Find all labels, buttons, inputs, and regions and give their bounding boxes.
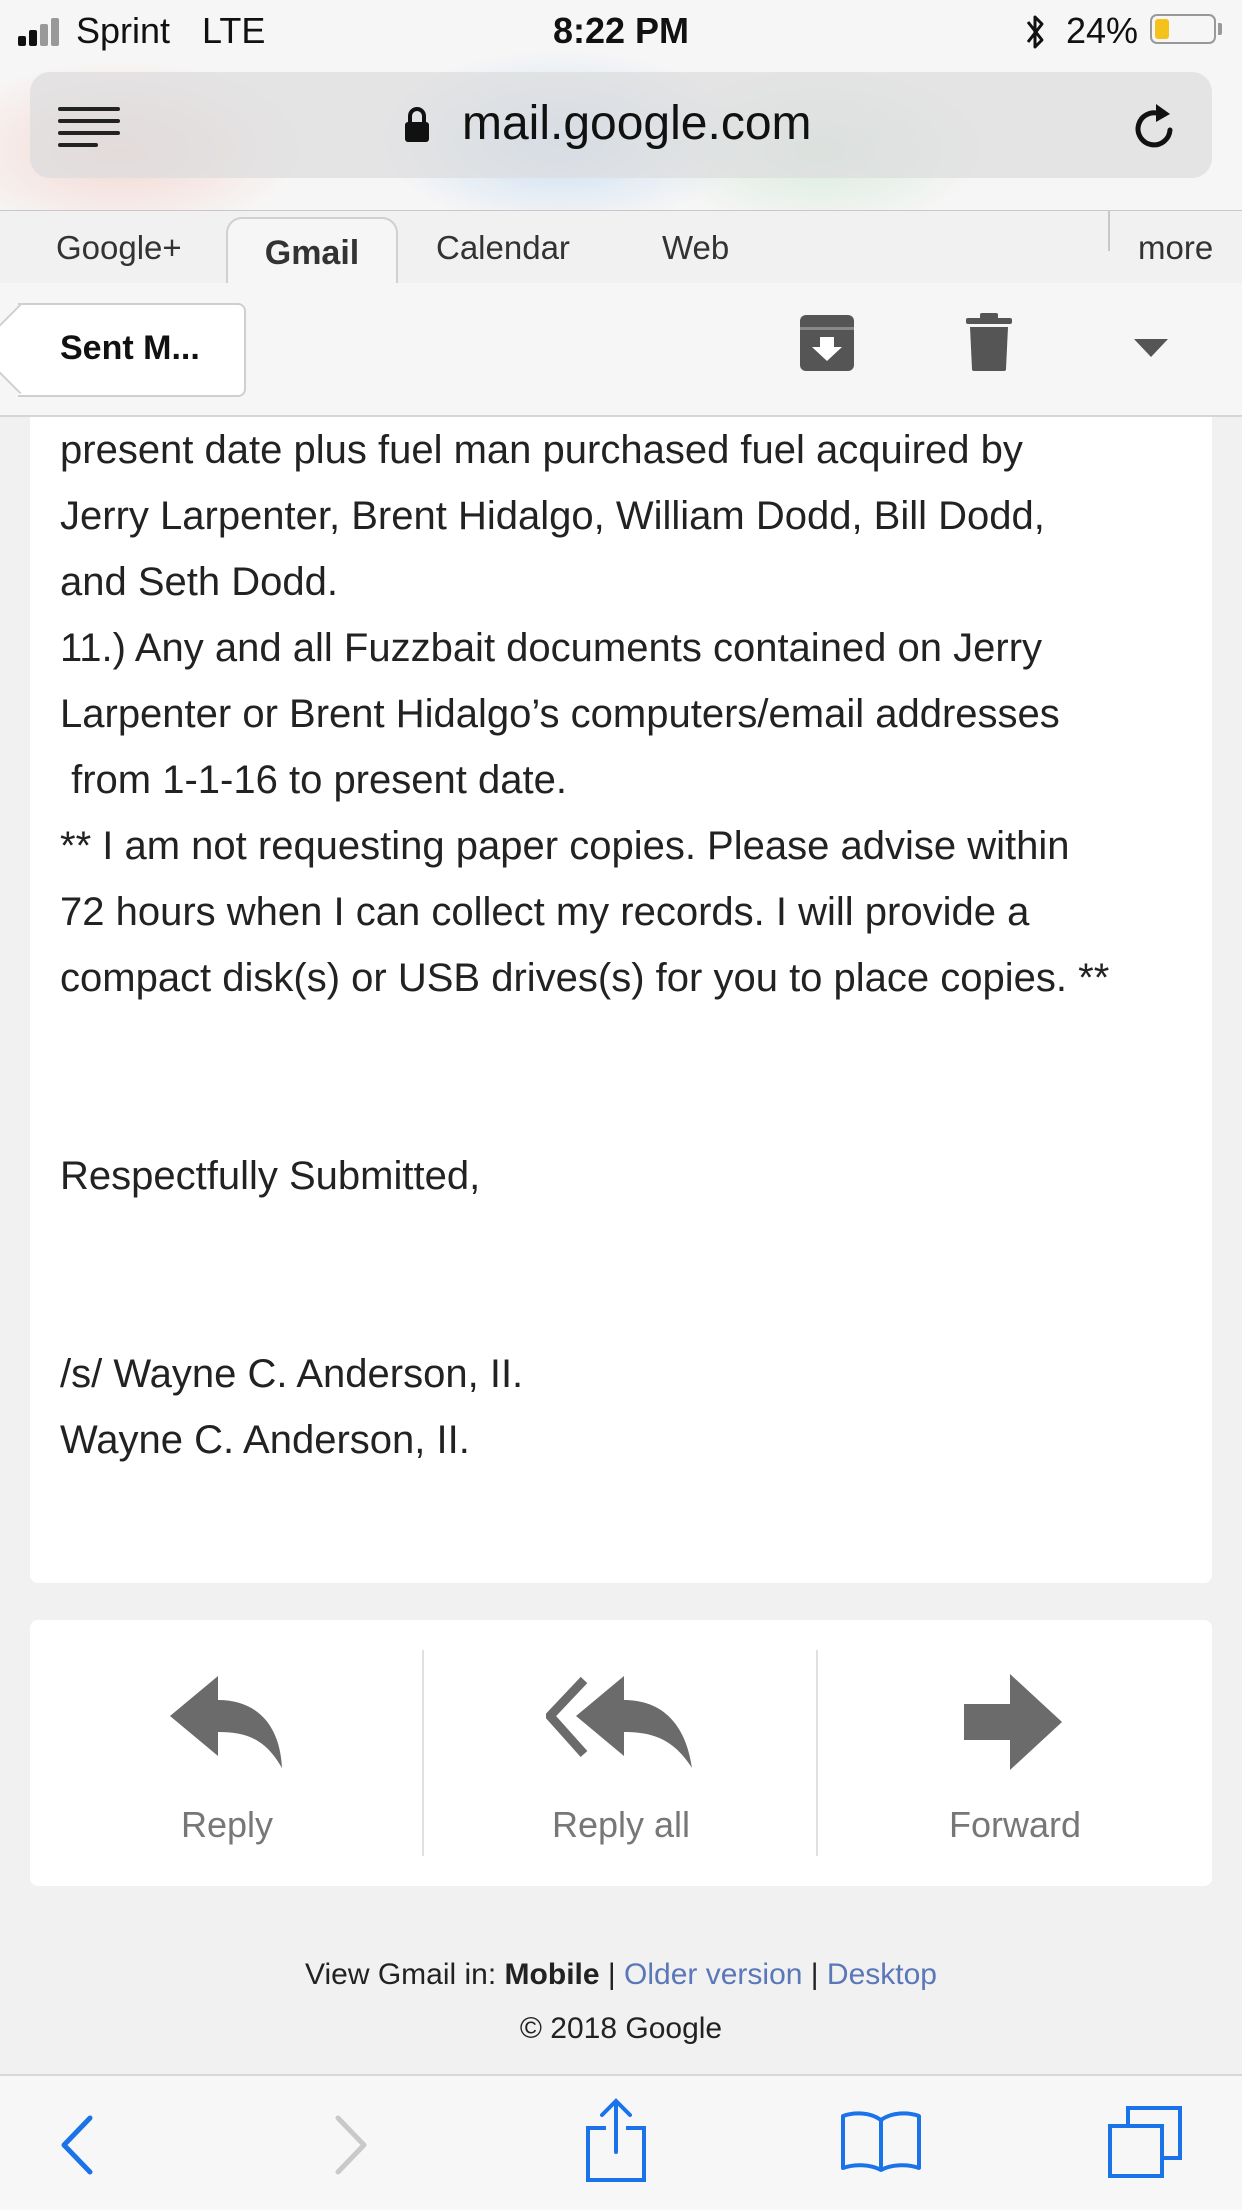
browser-chrome — [0, 0, 1242, 210]
reply-label: Reply — [180, 1804, 274, 1845]
battery-percent: 24% — [1066, 10, 1139, 51]
forward-label: Forward — [948, 1804, 1082, 1845]
back-to-sent-button[interactable] — [18, 303, 246, 397]
message-line: from 1-1-16 to present date. — [60, 758, 567, 802]
message-text — [60, 417, 1200, 1473]
tab-gmail[interactable]: Gmail — [226, 217, 398, 287]
url-text[interactable]: mail.google.com — [462, 97, 812, 150]
back-arrow-icon[interactable] — [58, 2114, 98, 2176]
footer-separator: | — [607, 1958, 616, 1991]
back-button-label: Sent M... — [60, 329, 200, 367]
reply-all-button[interactable] — [424, 1620, 818, 1886]
reply-all-label: Reply all — [551, 1804, 691, 1845]
dropdown-arrow-icon[interactable] — [1134, 339, 1168, 357]
network-type: LTE — [202, 10, 266, 51]
reply-all-icon — [546, 1676, 696, 1770]
status-bar — [0, 0, 1242, 62]
message-line: compact disk(s) or USB drives(s) for you to place copies. ** — [60, 956, 1110, 1000]
reply-icon — [170, 1676, 286, 1770]
forward-icon — [964, 1674, 1064, 1770]
address-bar[interactable] — [30, 72, 1212, 178]
gmail-footer — [0, 1948, 1242, 2056]
reload-icon[interactable] — [1130, 100, 1180, 154]
safari-toolbar — [0, 2074, 1242, 2210]
reply-action-bar — [30, 1620, 1212, 1886]
reply-button[interactable] — [30, 1620, 424, 1886]
message-line: ** I am not requesting paper copies. Please advise within — [60, 824, 1070, 868]
message-line: 11.) Any and all Fuzzbait documents contained on Jerry — [60, 626, 1043, 670]
view-mobile-current: Mobile — [504, 1958, 600, 1991]
battery-icon — [1150, 14, 1216, 44]
message-line: 72 hours when I can collect my records. I will provide a — [60, 890, 1030, 934]
copyright: © 2018 Google — [519, 2012, 723, 2045]
message-line: Larpenter or Brent Hidalgo’s computers/email addresses — [60, 692, 1060, 736]
message-line: and Seth Dodd. — [60, 560, 338, 604]
forward-button[interactable] — [818, 1620, 1212, 1886]
reader-menu-icon[interactable] — [58, 107, 120, 147]
trash-icon[interactable] — [966, 313, 1012, 371]
tab-divider — [1108, 211, 1110, 251]
clock: 8:22 PM — [552, 10, 690, 51]
lock-icon — [402, 106, 432, 144]
older-version-link[interactable]: Older version — [624, 1958, 803, 1991]
tab-web[interactable]: Web — [662, 229, 730, 266]
archive-icon[interactable] — [798, 313, 856, 373]
tab-calendar[interactable]: Calendar — [436, 229, 570, 266]
tabs-icon[interactable] — [1106, 2104, 1184, 2180]
forward-arrow-icon[interactable] — [330, 2114, 370, 2176]
google-product-tabs — [0, 210, 1242, 285]
message-sender-name: Wayne C. Anderson, II. — [60, 1418, 470, 1462]
desktop-link[interactable]: Desktop — [826, 1958, 937, 1991]
footer-separator: | — [810, 1958, 819, 1991]
tab-more[interactable]: more — [1138, 229, 1214, 266]
tab-google-plus[interactable]: Google+ — [56, 229, 182, 266]
message-line: present date plus fuel man purchased fuel acquired by — [60, 428, 1023, 472]
message-signature: /s/ Wayne C. Anderson, II. — [60, 1352, 524, 1396]
message-action-bar — [0, 283, 1242, 417]
message-closing: Respectfully Submitted, — [60, 1154, 481, 1198]
bluetooth-icon — [1020, 12, 1050, 52]
message-line: Jerry Larpenter, Brent Hidalgo, William Dodd, Bill Dodd, — [60, 494, 1045, 538]
bookmarks-icon[interactable] — [840, 2110, 922, 2172]
message-body — [30, 417, 1212, 1583]
carrier-name: Sprint — [76, 10, 171, 51]
view-in-label: View Gmail in: — [305, 1958, 497, 1991]
share-icon[interactable] — [584, 2098, 648, 2184]
